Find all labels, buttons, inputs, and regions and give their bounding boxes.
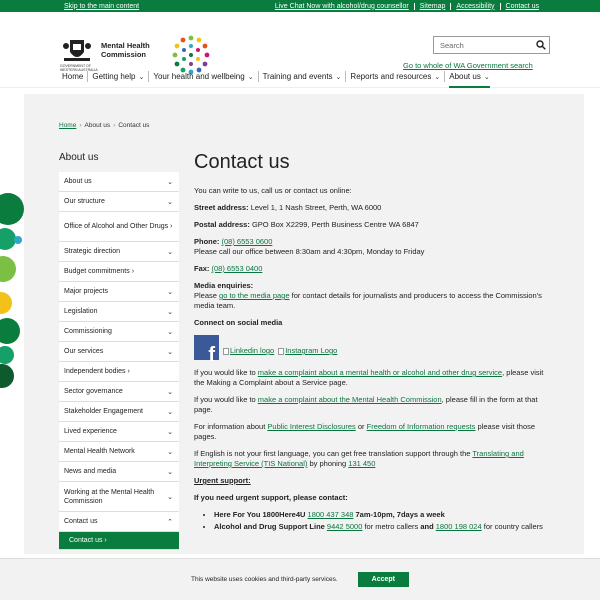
nav-training-events[interactable]: Training and events ⌄ <box>258 71 346 82</box>
main-nav <box>0 66 600 88</box>
chevron-down-icon[interactable]: ⌄ <box>167 248 173 256</box>
phone-link[interactable]: (08) 6553 0600 <box>221 237 273 246</box>
chevron-down-icon[interactable]: ⌄ <box>167 388 173 396</box>
foi-link[interactable]: Freedom of Information requests <box>366 422 476 431</box>
pid-foi-text: For information about Public Interest Disclosures or Freedom of Information requests please visit those pages. <box>194 422 536 441</box>
sidebar-item-commissioning[interactable]: Commissioning ⌄ <box>59 322 179 342</box>
sidebar-item-our-services[interactable]: Our services ⌄ <box>59 342 179 362</box>
street-address: Street address: Level 1, 1 Nash Street, Perth, WA 6000 <box>194 203 382 212</box>
sidebar-title: About us <box>59 152 99 163</box>
chevron-down-icon[interactable]: ⌄ <box>167 493 173 501</box>
facebook-icon[interactable]: f <box>194 335 219 360</box>
tis-link[interactable]: Translating and Interpreting Service (TIS National) <box>194 449 524 468</box>
complaint-service-text: If you would like to make a complaint about a mental health or alcohol and other drug service, please visit the Making a Complaint about a Service page. <box>194 368 544 387</box>
social-links <box>194 335 554 366</box>
page-title: Contact us <box>194 151 290 173</box>
chevron-down-icon: ⌄ <box>483 73 490 81</box>
social-heading: Connect on social media <box>194 318 283 327</box>
chevron-down-icon[interactable]: ⌄ <box>167 468 173 476</box>
chevron-down-icon[interactable]: ⌄ <box>167 408 173 416</box>
sidebar-item-sector-governance[interactable]: Sector governance ⌄ <box>59 382 179 402</box>
sidebar-item-budget[interactable]: Budget commitments › <box>59 262 179 282</box>
breadcrumb-current: Contact us <box>118 122 150 129</box>
nav-getting-help[interactable]: Getting help ⌄ <box>87 71 148 82</box>
decorative-circle <box>0 292 12 314</box>
cookie-message: This website uses cookies and third-party services. <box>190 576 338 583</box>
decorative-circle <box>14 236 22 244</box>
complaint-commission-text: If you would like to make a complaint about the Mental Health Commission, please fill in the form at that page. <box>194 395 538 414</box>
decorative-circle <box>0 193 24 225</box>
chevron-down-icon[interactable]: ⌄ <box>167 178 173 186</box>
site-brand[interactable]: Mental Health Commission <box>101 41 150 59</box>
chevron-down-icon: ⌄ <box>434 73 441 81</box>
utility-links <box>270 3 544 10</box>
sidebar-item-stakeholder-engagement[interactable]: Stakeholder Engagement ⌄ <box>59 402 179 422</box>
sidebar-subitem-contact-us[interactable]: Contact us › <box>59 532 179 550</box>
intro-text: You can write to us, call us or contact us online: <box>194 186 352 195</box>
sidebar-item-lived-experience[interactable]: Lived experience ⌄ <box>59 422 179 442</box>
breadcrumb-about[interactable]: About us <box>84 122 111 129</box>
sidebar-item-our-structure[interactable]: Our structure ⌄ <box>59 192 179 212</box>
tis-text: If English is not your first language, you can get free translation support through the Translating and Interpreting Service (TIS National) by phoning 131 450 <box>194 449 524 468</box>
chevron-down-icon[interactable]: ⌄ <box>167 448 173 456</box>
utility-bar <box>0 0 600 12</box>
search-box[interactable] <box>433 36 550 54</box>
wa-government-crest-icon[interactable] <box>62 36 92 64</box>
chevron-up-icon[interactable]: ⌃ <box>167 518 173 526</box>
fax-block: Fax: (08) 6553 0400 <box>194 264 263 273</box>
sitemap-link[interactable]: Sitemap <box>414 3 451 10</box>
hfy-phone-link[interactable]: 1800 437 348 <box>307 510 354 519</box>
urgent-heading: Urgent support: <box>194 476 251 485</box>
phone-block: Phone: (08) 6553 0600 Please call our office between 8:30am and 4:30pm, Monday to Friday <box>194 237 425 256</box>
chevron-down-icon[interactable]: ⌄ <box>167 198 173 206</box>
nav-about-us[interactable]: About us ⌄ <box>444 71 493 82</box>
sidebar-item-independent-bodies[interactable]: Independent bodies › <box>59 362 179 382</box>
chevron-down-icon[interactable]: ⌄ <box>167 348 173 356</box>
sidebar-item-major-projects[interactable]: Major projects ⌄ <box>59 282 179 302</box>
chevron-down-icon[interactable]: ⌄ <box>167 428 173 436</box>
live-chat-link[interactable]: Live Chat Now with alcohol/drug counsellor <box>274 2 409 10</box>
complaint-commission-link[interactable]: make a complaint about the Mental Health Commission <box>257 395 442 404</box>
sidebar-item-working-at[interactable]: Working at the Mental Health Commission ⌄ <box>59 482 179 512</box>
instagram-icon[interactable]: Instagram Logo <box>278 346 337 356</box>
wa-government-search-link[interactable]: Go to whole of WA Government search <box>403 61 533 70</box>
sidebar-item-about-us[interactable]: About us ⌄ <box>59 172 179 192</box>
chevron-down-icon[interactable]: ⌄ <box>167 328 173 336</box>
cookie-banner <box>0 558 600 600</box>
search-icon[interactable] <box>533 37 549 53</box>
crest-caption: GOVERNMENT OF WESTERN AUSTRALIA <box>60 64 98 72</box>
search-input[interactable]: Search <box>440 40 464 50</box>
site-header <box>0 12 600 72</box>
sidebar-item-contact-us[interactable]: Contact us ⌃ <box>59 512 179 532</box>
pid-link[interactable]: Public Interest Disclosures <box>267 422 356 431</box>
sidebar-nav <box>59 172 179 550</box>
accessibility-link[interactable]: Accessibility <box>450 3 499 10</box>
postal-address: Postal address: GPO Box X2299, Perth Business Centre WA 6847 <box>194 220 419 229</box>
nav-home[interactable]: Home <box>62 72 84 81</box>
list-item: • Here For You 1800Here4U 1800 437 348 7am-10pm, 7days a week <box>214 510 554 520</box>
chevron-down-icon: ⌄ <box>138 73 145 81</box>
breadcrumb-home[interactable]: Home <box>59 122 77 129</box>
tis-phone-link[interactable]: 131 450 <box>348 459 376 468</box>
media-block: Media enquiries: Please go to the media page for contact details for journalists and producers to access the Commission's media team. <box>194 281 542 310</box>
chevron-down-icon[interactable]: ⌄ <box>167 288 173 296</box>
fax-link[interactable]: (08) 6553 0400 <box>211 264 263 273</box>
cookie-accept-button[interactable]: Accept <box>358 572 409 587</box>
contact-us-link[interactable]: Contact us <box>500 3 544 10</box>
sidebar-item-legislation[interactable]: Legislation ⌄ <box>59 302 179 322</box>
breadcrumb: Home › About us › Contact us <box>59 122 150 129</box>
sidebar-item-news-media[interactable]: News and media ⌄ <box>59 462 179 482</box>
decorative-circle <box>0 346 14 364</box>
sidebar-item-mh-network[interactable]: Mental Health Network ⌄ <box>59 442 179 462</box>
adsl-country-phone-link[interactable]: 1800 198 024 <box>435 522 482 531</box>
sidebar-item-strategic-direction[interactable]: Strategic direction ⌄ <box>59 242 179 262</box>
main-panel <box>24 94 584 554</box>
media-page-link[interactable]: go to the media page <box>219 291 290 300</box>
chevron-down-icon: ⌄ <box>247 73 254 81</box>
nav-health-wellbeing[interactable]: Your health and wellbeing ⌄ <box>148 71 257 82</box>
decorative-circle <box>0 318 20 344</box>
linkedin-icon[interactable]: Linkedin logo <box>223 346 274 356</box>
sidebar-item-alcohol-drugs[interactable]: Office of Alcohol and Other Drugs › <box>59 212 179 242</box>
urgent-intro: If you need urgent support, please contact: <box>194 493 348 502</box>
decorative-circle <box>0 256 16 282</box>
list-item: • Alcohol and Drug Support Line 9442 5000 for metro callers and 1800 198 024 for country callers <box>214 522 554 532</box>
decorative-circle <box>0 364 14 388</box>
urgent-list <box>214 510 554 532</box>
complaint-service-link[interactable]: make a complaint about a mental health or alcohol and other drug service <box>257 368 503 377</box>
nav-reports-resources[interactable]: Reports and resources ⌄ <box>345 71 444 82</box>
page-content <box>194 150 554 534</box>
chevron-down-icon[interactable]: ⌄ <box>167 308 173 316</box>
chevron-down-icon: ⌄ <box>335 73 342 81</box>
adsl-metro-phone-link[interactable]: 9442 5000 <box>326 522 363 531</box>
skip-link[interactable]: Skip to the main content <box>64 2 140 10</box>
